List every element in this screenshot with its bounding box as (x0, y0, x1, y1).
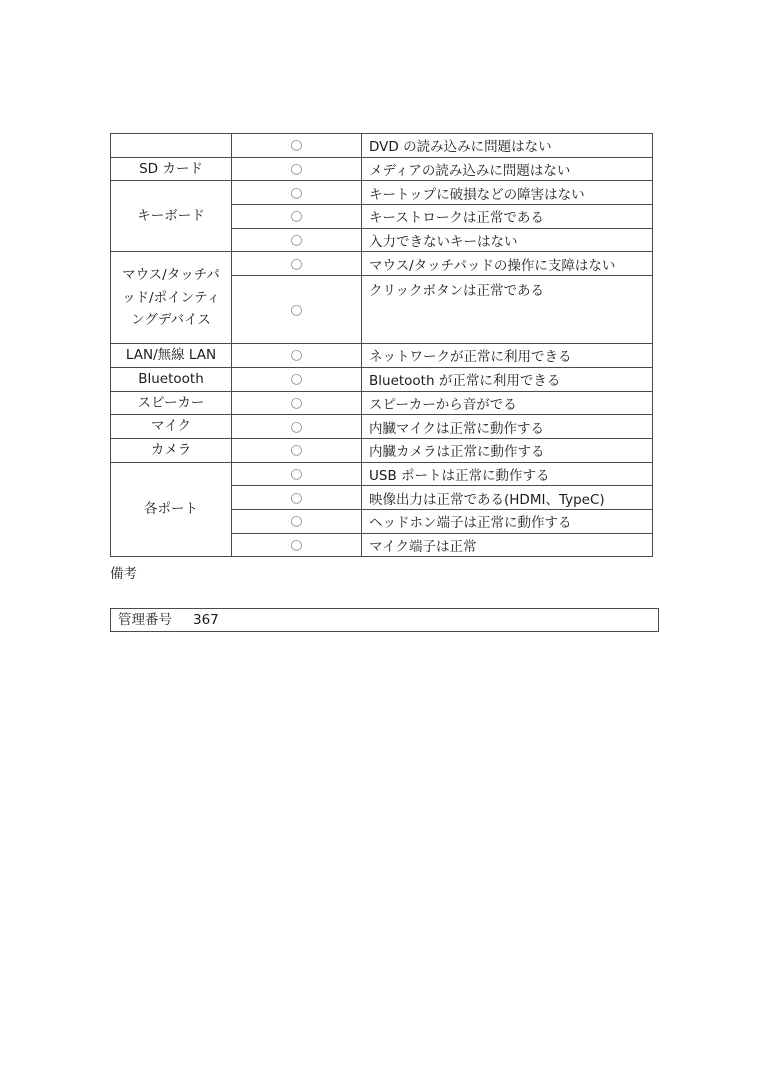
status-circle-mark: ○ (232, 228, 362, 252)
status-circle-mark: ○ (232, 205, 362, 229)
remarks-label: 備考 (110, 566, 137, 582)
status-circle-mark: ○ (232, 367, 362, 391)
status-circle-mark: ○ (232, 462, 362, 486)
status-circle-mark: ○ (232, 533, 362, 557)
status-circle-mark: ○ (232, 509, 362, 533)
category-cell: SD カード (111, 157, 232, 181)
category-cell: Bluetooth (111, 367, 232, 391)
check-item-description: クリックボタンは正常である (362, 276, 653, 344)
category-cell: スピーカー (111, 391, 232, 415)
table-row (111, 252, 653, 276)
category-cell: マイク (111, 415, 232, 439)
status-circle-mark: ○ (232, 486, 362, 510)
check-item-description: メディアの読み込みに問題はない (362, 157, 653, 181)
check-item-description: スピーカーから音がでる (362, 391, 653, 415)
check-item-description: マウス/タッチパッドの操作に支障はない (362, 252, 653, 276)
status-circle-mark: ○ (232, 252, 362, 276)
status-circle-mark: ○ (232, 181, 362, 205)
check-item-description: USB ポートは正常に動作する (362, 462, 653, 486)
check-item-description: Bluetooth が正常に利用できる (362, 367, 653, 391)
check-item-description: 内臓カメラは正常に動作する (362, 438, 653, 462)
category-cell: キーボード (111, 181, 232, 252)
status-circle-mark: ○ (232, 157, 362, 181)
category-cell: カメラ (111, 438, 232, 462)
table-row (111, 367, 653, 391)
table-row (111, 157, 653, 181)
management-number-label: 管理番号 (118, 612, 172, 628)
check-item-description: キーストロークは正常である (362, 205, 653, 229)
management-number-box (110, 608, 659, 632)
table-row (111, 462, 653, 486)
table-row (111, 415, 653, 439)
category-cell: マウス/タッチパッド/ポインティングデバイス (111, 252, 232, 344)
check-item-description: 入力できないキーはない (362, 228, 653, 252)
check-item-description: 映像出力は正常である(HDMI、TypeC) (362, 486, 653, 510)
management-number-value: 367 (193, 612, 219, 628)
table-row (111, 391, 653, 415)
status-circle-mark: ○ (232, 276, 362, 344)
status-circle-mark: ○ (232, 344, 362, 368)
table-row (111, 181, 653, 205)
table-row (111, 438, 653, 462)
status-circle-mark: ○ (232, 438, 362, 462)
table-row (111, 134, 653, 158)
check-item-description: マイク端子は正常 (362, 533, 653, 557)
check-item-description: 内臓マイクは正常に動作する (362, 415, 653, 439)
category-cell: 各ポート (111, 462, 232, 557)
status-circle-mark: ○ (232, 415, 362, 439)
status-circle-mark: ○ (232, 134, 362, 158)
check-item-description: ネットワークが正常に利用できる (362, 344, 653, 368)
status-circle-mark: ○ (232, 391, 362, 415)
check-item-description: キートップに破損などの障害はない (362, 181, 653, 205)
table-row (111, 344, 653, 368)
category-cell (111, 134, 232, 158)
category-cell: LAN/無線 LAN (111, 344, 232, 368)
check-item-description: DVD の読み込みに問題はない (362, 134, 653, 158)
check-item-description: ヘッドホン端子は正常に動作する (362, 509, 653, 533)
hardware-check-table (110, 133, 653, 557)
